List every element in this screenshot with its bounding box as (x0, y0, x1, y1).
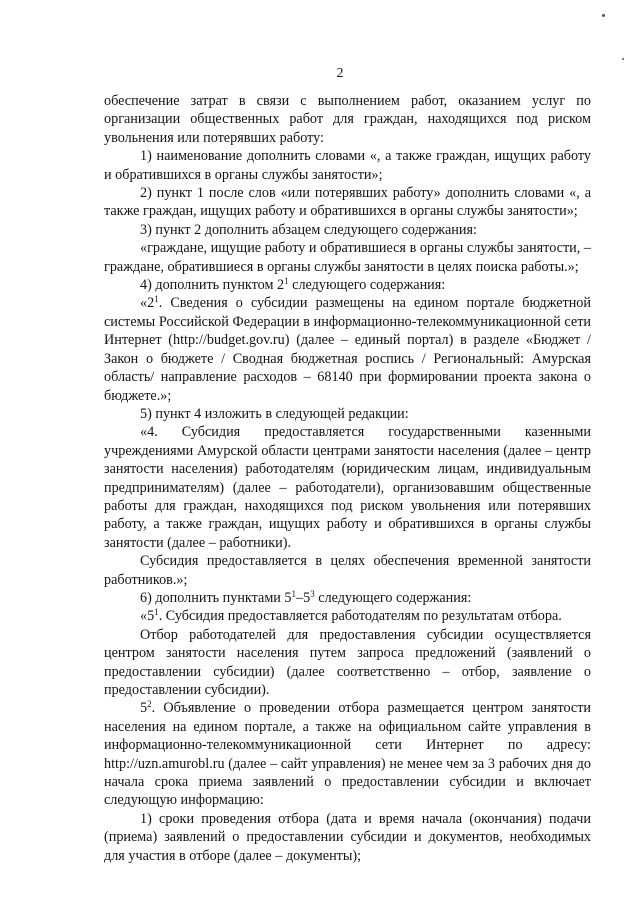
superscript: 2 (147, 699, 152, 710)
paragraph-point-4: «4. Субсидия предоставляется государственными казенными учреждениями Амурской области центрами занятости населения (далее – центр занятости населения) работодателям (юридическим лицам, индивидуальным предпринимателям) (далее – работодатели), организовавшим общественные работы для граждан, находящихся под риском увольнения или потерявших работу, а также граждан, ищущих работу и обратившихся в органы службы занятости (далее – работники). (104, 424, 591, 551)
superscript: 1 (291, 588, 297, 599)
paragraph-point-5-1 (104, 607, 591, 625)
paragraph-item-2: 2) пункт 1 после слов «или потерявших работу» дополнить словами «, а также граждан, ищущих работу и обратившихся в органы службы занятости»; (104, 185, 591, 220)
paragraph-item-4 (104, 276, 591, 294)
paragraph-quote-unemployed: «граждане, ищущие работу и обратившиеся в органы службы занятости, – граждане, обратившиеся в органы службы занятости в целях поиска работы.»; (104, 240, 591, 275)
text-run: –5 (296, 589, 311, 606)
text-run: 5 (140, 700, 148, 717)
superscript: 1 (154, 294, 159, 305)
paragraph-item-1: 1) наименование дополнить словами «, а также граждан, ищущих работу и обратившихся в органы службы занятости»; (104, 148, 591, 183)
paragraph-item-5: 5) пункт 4 изложить в следующей редакции: (140, 405, 409, 422)
text-run: . Объявление о проведении отбора размещается центром занятости населения на едином портале, а также на официальном сайте управления в информационно-телекоммуникационной сети Интернет по адресу: http://uzn.amurobl.ru (далее – сайт управления) не менее чем за 3 рабочих дня до начала срока приема заявлений о предоставлении субсидии и включает следующую информацию: (104, 700, 591, 809)
paragraph-point-5-2 (104, 699, 591, 809)
text-run: . Сведения о субсидии размещены на едином портале бюджетной системы Российской Федерации в информационно-телекоммуникационной сети Интернет (http://budget.gov.ru) (далее – единый портал) в разделе «Бюджет / Закон о бюджете / Сводная бюджетная роспись / Региональный: Амурская область/ направление расходов – 68140 при формировании проекта закона о бюджете.»; (104, 295, 591, 404)
superscript: 3 (310, 588, 315, 599)
superscript: 1 (284, 276, 289, 287)
text-run: «5 (140, 608, 155, 625)
text-run: следующего содержания: (314, 589, 472, 606)
text-run: 4) дополнить пунктом 2 (140, 277, 285, 294)
paragraph-selection-dates: 1) сроки проведения отбора (дата и время начала (окончания) подачи (приема) заявлений о предоставлении субсидии и документов, необходимых для участия в отборе (далее – документы); (104, 810, 591, 864)
paragraph-item-6 (104, 589, 591, 607)
paragraph-point-2-1 (104, 294, 591, 404)
document-body (104, 92, 591, 865)
scan-speck (602, 14, 605, 17)
text-run: 6) дополнить пунктами 5 (140, 589, 292, 606)
paragraph-subsidy-purpose: Субсидия предоставляется в целях обеспечения временной занятости работников.»; (104, 553, 591, 588)
text-run: . Субсидия предоставляется работодателям по результатам отбора. (158, 608, 562, 625)
text-run: «2 (140, 295, 155, 312)
paragraph-selection: Отбор работодателей для предоставления субсидии осуществляется центром занятости населения путем запроса предложений (заявлений о предоставлении субсидии) (далее соответственно – отбор, заявление о предоставлении субсидии). (104, 626, 591, 698)
superscript: 1 (154, 607, 159, 618)
page-number: 2 (336, 66, 344, 81)
paragraph-intro: обеспечение затрат в связи с выполнением работ, оказанием услуг по организации общественных работ для граждан, находящихся под риском увольнения или потерявших работу: (104, 93, 591, 146)
scan-speck (622, 58, 624, 60)
paragraph-item-3: 3) пункт 2 дополнить абзацем следующего содержания: (140, 221, 477, 238)
text-run: следующего содержания: (288, 277, 446, 294)
